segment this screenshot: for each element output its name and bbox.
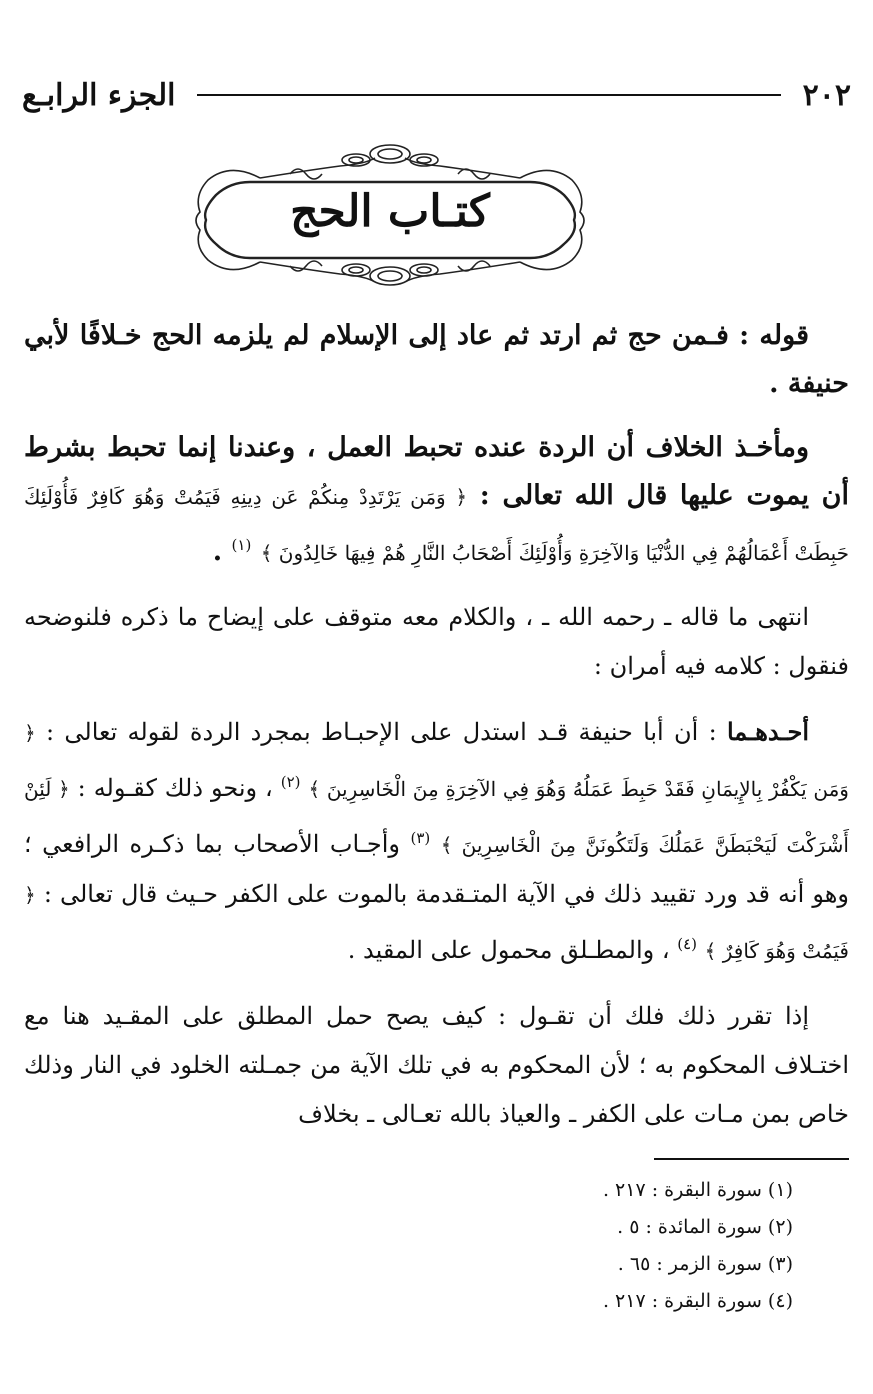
paragraph-5: [24, 992, 849, 1139]
paragraph-4-text-c: وأجـاب الأصحاب بما ذكـره الرافعي ؛ وهو أنه قد ورد تقييد ذلك في الآية المتـقدمة بالموت على الكفر حـيث قال تعالى :: [24, 830, 849, 908]
footnote-reference: (٤): [677, 935, 698, 953]
footnote-reference: (٢): [280, 773, 301, 791]
paragraph-4-text-d: ، والمطـلق محمول على المقيد .: [347, 936, 670, 964]
book-title: كتـاب الحج: [290, 186, 490, 237]
paragraph-1-text: قوله : فـمن حج ثم ارتد ثم عاد إلى الإسلام لم يلزمه الحج خـلافًا لأبي حنيفة .: [24, 320, 849, 399]
footnotes: [24, 1172, 793, 1320]
footnote-reference: (٣): [410, 829, 431, 847]
footnote-reference: (١): [231, 536, 252, 554]
page-number: ٢٠٢: [802, 77, 851, 113]
paragraph-4-lead: أحـدهـما: [726, 717, 809, 746]
paragraph-1: [24, 312, 849, 408]
paragraph-2-end: .: [212, 536, 223, 567]
footnote-3: (٣) سورة الزمر : ٦٥ .: [617, 1253, 793, 1275]
header-rule: [197, 94, 780, 96]
footnote-1: (١) سورة البقرة : ٢١٧ .: [602, 1179, 793, 1201]
quran-verse: ﴿ وَمَن يَرْتَدِدْ مِنكُمْ عَن دِينِهِ فَيَمُتْ وَهُوَ كَافِرٌ فَأُوْلَئِكَ حَبِطَتْ أَعْمَالُهُمْ فِي الدُّنْيَا وَالآخِرَةِ وَأُوْلَئِكَ أَصْحَابُ النَّارِ هُمْ فِيهَا خَالِدُونَ ﴾: [24, 485, 849, 565]
quran-verse: ﴿ وَمَن يَكْفُرْ بِالإِيمَانِ فَقَدْ حَبِطَ عَمَلُهُ وَهُوَ فِي الآخِرَةِ مِنَ الْخَاسِرِينَ ﴾: [24, 721, 849, 801]
paragraph-4: [24, 707, 849, 976]
paragraph-5-text: إذا تقرر ذلك فلك أن تقـول : كيف يصح حمل المطلق على المقـيد هنا مع اختـلاف المحكوم به ؛ لأن المحكوم به في تلك الآية من جمـلته الخلود في النار وذلك خاص بمن مـات على الكفر ـ والعياذ بالله تعـالى ـ بخلاف: [24, 1002, 849, 1128]
paragraph-3: [24, 593, 849, 691]
footnote-2: (٢) سورة المائدة : ٥ .: [617, 1216, 793, 1238]
quran-verse: ﴿ لَئِنْ أَشْرَكْتَ لَيَحْبَطَنَّ عَمَلُكَ وَلَتَكُونَنَّ مِنَ الْخَاسِرِينَ ﴾: [24, 777, 849, 857]
footnote-rule: [654, 1158, 849, 1160]
part-title: الجزء الرابـع: [22, 77, 176, 113]
paragraph-2: [24, 424, 849, 577]
paragraph-2-text: ومأخـذ الخلاف أن الردة عنده تحبط العمل ، وعندنا إنما تحبط بشرط أن يموت عليها قال الله تعالى :: [24, 432, 850, 511]
quran-verse: ﴿ فَيَمُتْ وَهُوَ كَافِرٌ ﴾: [24, 883, 849, 963]
paragraph-4-text-a: : أن أبا حنيفة قـد استدل على الإحبـاط بمجرد الردة لقوله تعالى :: [46, 718, 717, 746]
title-ornament: [190, 140, 590, 290]
main-text: [24, 312, 849, 1155]
paragraph-4-text-b: ، ونحو ذلك كقـوله :: [77, 774, 273, 802]
footnote-4: (٤) سورة البقرة : ٢١٧ .: [602, 1290, 793, 1312]
running-header: [22, 70, 851, 120]
paragraph-3-text: انتهى ما قاله ـ رحمه الله ـ ، والكلام معه متوقف على إيضاح ما ذكره فلنوضحه فنقول : كلامه فيه أمران :: [24, 603, 849, 680]
